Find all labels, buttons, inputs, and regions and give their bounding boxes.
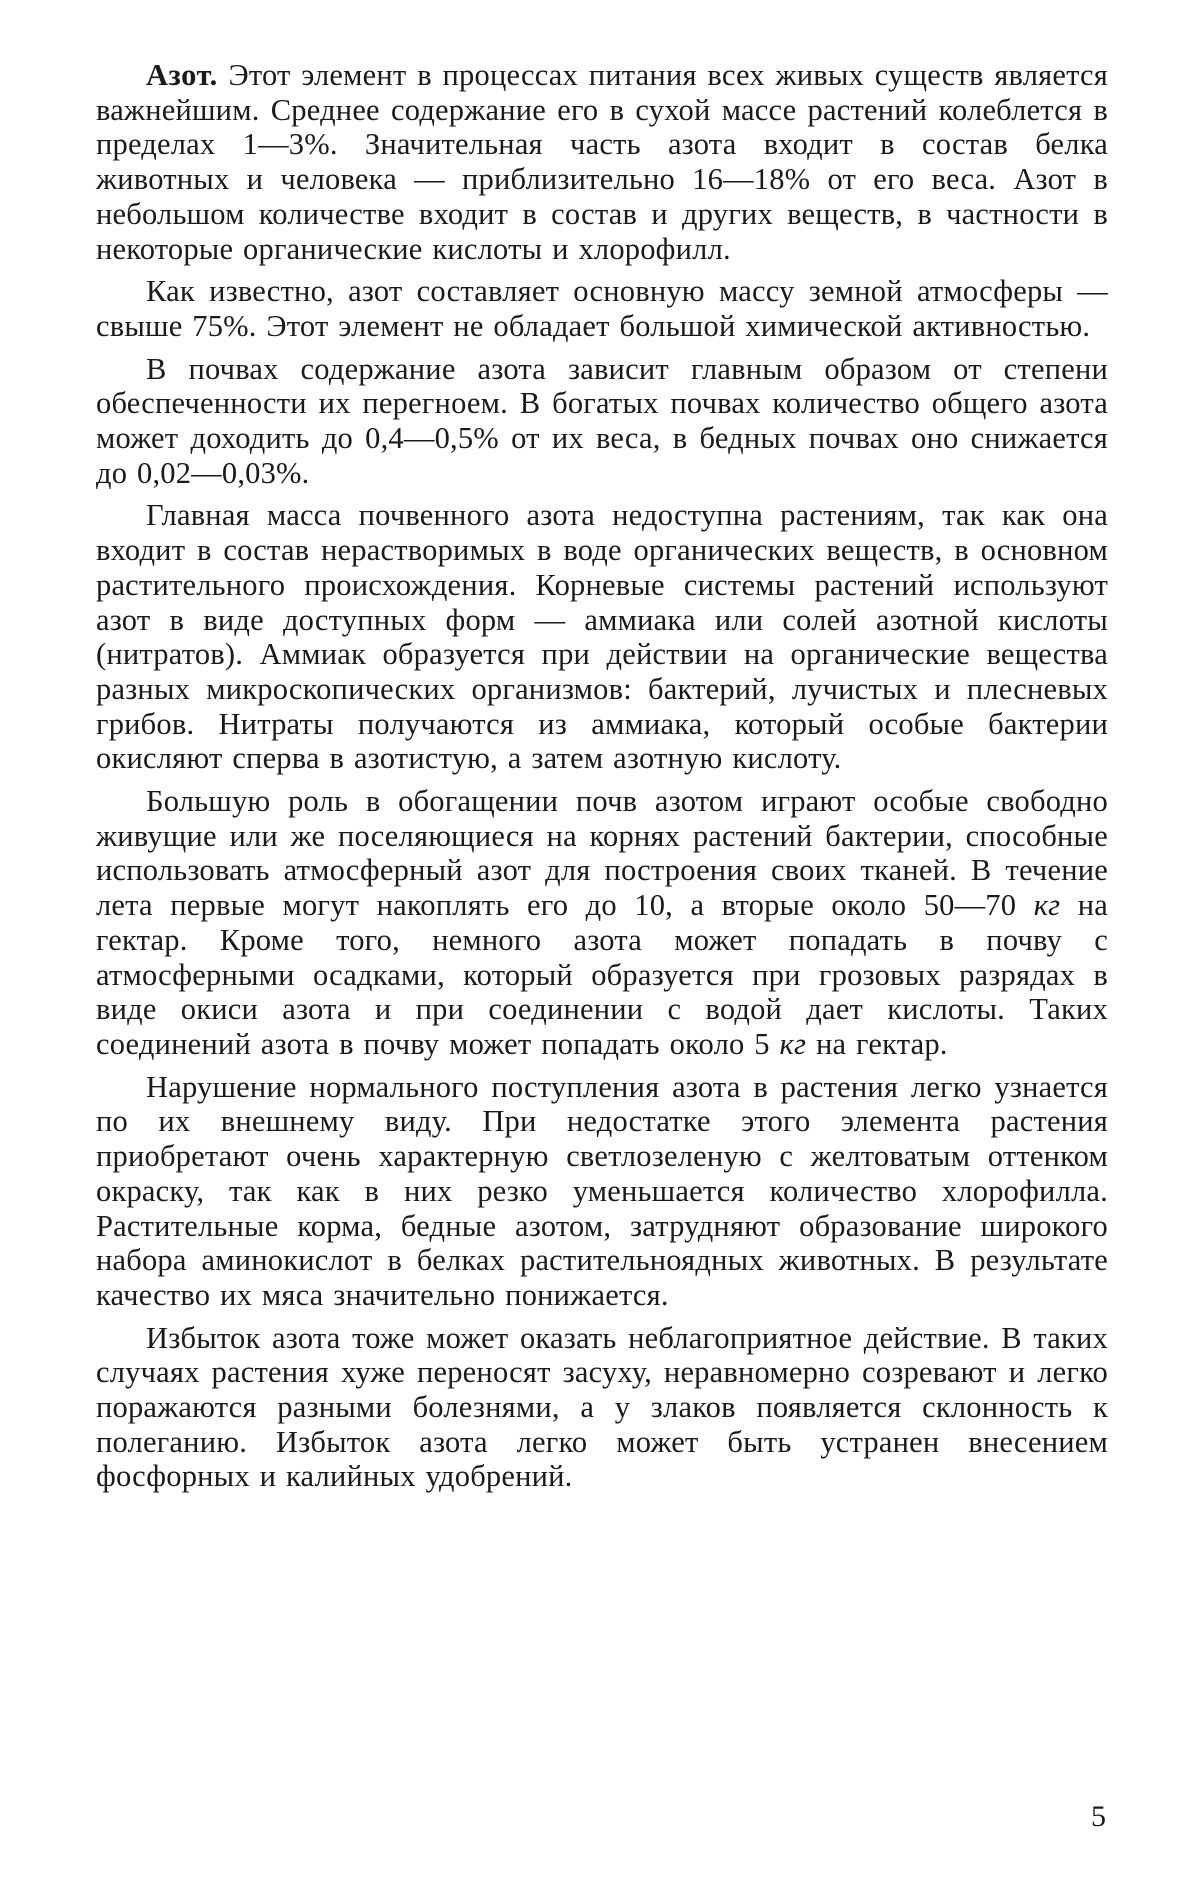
paragraph-bacteria-enrichment xyxy=(96,784,1108,1062)
unit-kg: кг xyxy=(1033,888,1061,923)
lead-term: Азот. xyxy=(146,58,218,92)
paragraph-excess xyxy=(96,1321,1108,1495)
paragraph-nitrogen-intro xyxy=(96,58,1108,266)
paragraph-text: Большую роль в обогащении почв азотом играют особые свободно живущие или же поселяющиеся на корнях растений бактерии, способные использовать атмосферный азот для построения своих тканей. В течение лета первые могут накоплять его до 10, а вторые около 50—70 xyxy=(96,784,1108,923)
page-body xyxy=(96,58,1108,1502)
paragraph-text: Этот элемент в процессах питания всех живых существ является важнейшим. Среднее содержание его в сухой массе растений колеблется в пределах 1—3%. Значительная часть азота входит в состав белка животных и человека — приблизительно 16—18% от его веса. Азот в небольшом количестве входит в состав и других веществ, в частности в некоторые органические кислоты и хлорофилл. xyxy=(96,58,1108,266)
paragraph-text: В почвах содержание азота зависит главным образом от степени обеспеченности их перегноем. В богатых почвах количество общего азота может доходить до 0,4—0,5% от их веса, в бедных почвах оно снижается до 0,02—0,03%. xyxy=(96,351,1108,490)
paragraph-text: Главная масса почвенного азота недоступна растениям, так как она входит в состав нерастворимых в воде органических веществ, в основном растительного происхождения. Корневые системы растений используют азот в виде доступных форм — аммиака или солей азотной кислоты (нитратов). Аммиак образуется при действии на органические вещества разных микроскопических организмов: бактерий, лучистых и плесневых грибов. Нитраты получаются из аммиака, который особые бактерии окисляют сперва в азотистую, а затем азотную кислоту. xyxy=(96,498,1108,776)
page-number: 5 xyxy=(1091,1800,1106,1833)
unit-kg: кг xyxy=(779,1026,807,1061)
paragraph-soil-content xyxy=(96,352,1108,491)
paragraph-deficiency xyxy=(96,1070,1108,1313)
paragraph-text: Нарушение нормального поступления азота в растения легко узнается по их внешнему виду. При недостатке этого элемента растения приобретают очень характерную светлозеленую с желтоватым оттенком окраску, так как в них резко уменьшается количество хлорофилла. Растительные корма, бедные азотом, затрудняют образование широкого набора аминокислот в белках растительноядных животных. В результате качество их мяса значительно понижается. xyxy=(96,1069,1108,1312)
paragraph-text: на гектар. xyxy=(806,1026,948,1061)
paragraph-soil-nitrogen-availability xyxy=(96,498,1108,776)
paragraph-text: на гектар. Кроме того, немного азота может попадать в почву с атмосферными осадками, который образуется при грозовых разрядах в виде окиси азота и при соединении с водой дает кислоты. Таких соединений азота в почву может попадать около 5 xyxy=(96,888,1108,1061)
paragraph-atmosphere xyxy=(96,274,1108,343)
paragraph-text: Избыток азота тоже может оказать неблагоприятное действие. В таких случаях растения хуже переносят засуху, неравномерно созревают и легко поражаются разными болезнями, а у злаков появляется склонность к полеганию. Избыток азота легко может быть устранен внесением фосфорных и калийных удобрений. xyxy=(96,1320,1108,1494)
paragraph-text: Как известно, азот составляет основную массу земной атмосферы — свыше 75%. Этот элемент не обладает большой химической активностью. xyxy=(96,274,1108,343)
